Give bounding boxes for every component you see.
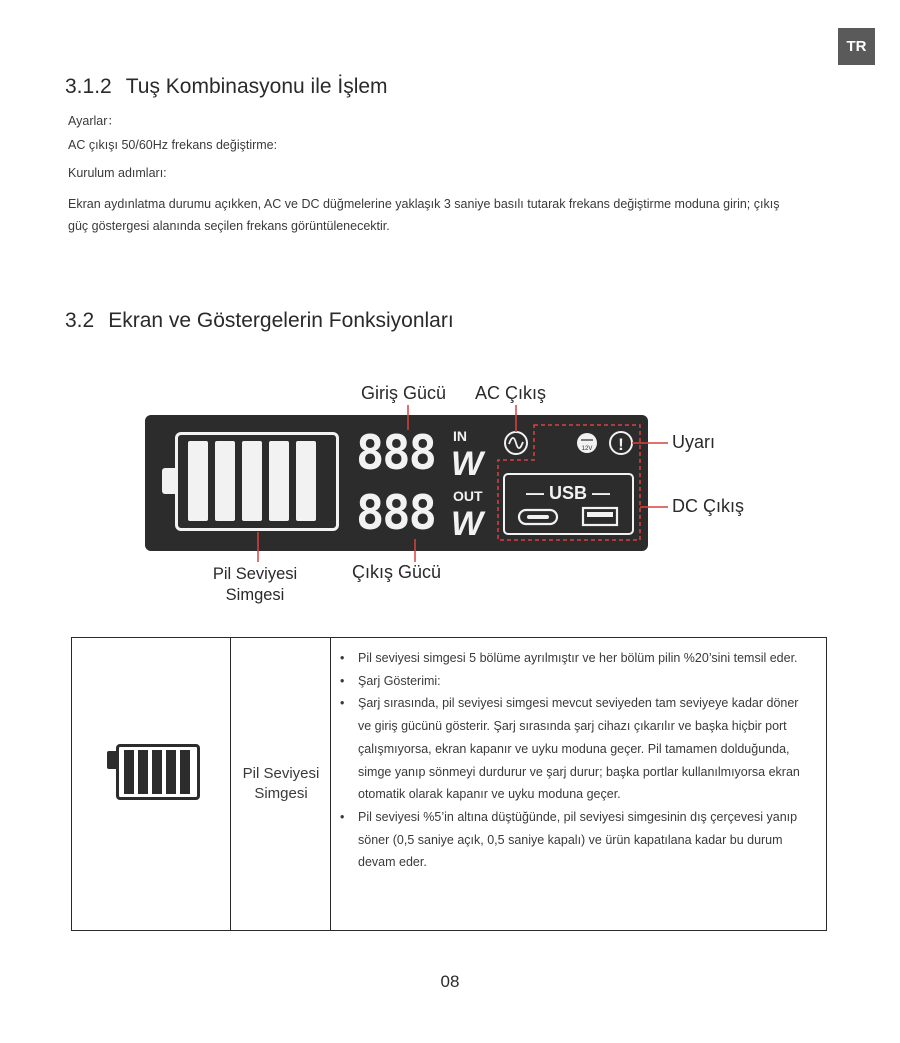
ac-frequency-label: AC çıkışı 50/60Hz frekans değiştirme: xyxy=(68,138,278,152)
table-battery-segment xyxy=(124,750,134,794)
table-bullet: • Pil seviyesi simgesi 5 bölüme ayrılmıştır ve her bölüm pilin %20’sini temsil eder. xyxy=(334,647,814,670)
steps-text: Ekran aydınlatma durumu açıkken, AC ve DC düğmelerine yaklaşık 3 saniye basılı tutarak frekans değiştirme moduna girin; çıkış güç göstergesi alanında seçilen frekans görüntülenecektir. xyxy=(68,197,780,233)
table-bullet: • Şarj Gösterimi: xyxy=(334,670,814,693)
language-tag: TR xyxy=(838,28,875,65)
in-text: IN xyxy=(453,428,467,444)
section-number: 3.2 xyxy=(65,309,95,332)
battery-icon-label xyxy=(195,564,315,606)
output-power-label: Çıkış Gücü xyxy=(352,562,442,582)
ac-output-label: AC Çıkış xyxy=(475,383,547,403)
usb-c-port-inner xyxy=(527,515,549,519)
battery-icon-label-line1: Pil Seviyesi xyxy=(212,565,298,583)
ac-sine-icon xyxy=(505,432,527,454)
section-number: 3.1.2 xyxy=(65,75,112,98)
table-battery-segment xyxy=(180,750,190,794)
table-battery-segment xyxy=(152,750,162,794)
input-power-digits: 888 xyxy=(356,426,435,481)
table-battery-segment xyxy=(138,750,148,794)
table-row-name-line2: Simgesi xyxy=(254,785,308,802)
warning-label: Uyarı xyxy=(672,432,716,452)
page-number: 08 xyxy=(440,972,460,991)
settings-label: Ayarlar： xyxy=(68,114,120,128)
input-watt-unit: W xyxy=(451,445,484,483)
function-table xyxy=(71,637,827,931)
section-title: Tuş Kombinasyonu ile İşlem xyxy=(125,75,388,98)
table-bullet: • Pil seviyesi %5’in altına düştüğünde, pil seviyesi simgesinin dış çerçevesi yanıp söner (0,5 saniye açık, 0,5 saniye kapalı) ve ürün kapatılana kadar bu durum devam eder. xyxy=(334,806,814,874)
output-power-digits: 888 xyxy=(356,486,435,541)
output-watt-unit: W xyxy=(451,505,484,543)
usb-label: — USB — xyxy=(525,483,611,503)
dc-output-label: DC Çıkış xyxy=(672,496,744,516)
table-battery-bars xyxy=(124,750,190,794)
car-12v-text: 12V xyxy=(581,446,593,452)
table-battery-segment xyxy=(166,750,176,794)
out-text: OUT xyxy=(453,488,483,504)
section-title: Ekran ve Göstergelerin Fonksiyonları xyxy=(108,309,454,332)
battery-icon-label-line2: Simgesi xyxy=(225,586,285,604)
table-row-name-line1: Pil Seviyesi xyxy=(242,765,320,782)
usb-a-port-inner xyxy=(587,512,613,517)
table-description-list xyxy=(334,647,814,874)
input-power-label: Giriş Gücü xyxy=(361,383,447,403)
table-row-name xyxy=(231,638,331,930)
warning-glyph: ! xyxy=(618,435,624,454)
table-bullet: • Şarj sırasında, pil seviyesi simgesi mevcut seviyeden tam seviyeye kadar döner ve giriş gücünü gösterir. Şarj sırasında şarj cihazı çıkarılır ve başka hiçbir port çalışmıyorsa, ekran kapanır ve uyku moduna geçer. Pil tamamen dolduğunda, simge yanıp sönmeyi durdurur ve şarj durur; başka portlar kullanılmıyorsa ekran otomatik olarak kapanır ve uyku moduna geçer. xyxy=(334,692,814,806)
steps-label: Kurulum adımları: xyxy=(68,166,167,180)
